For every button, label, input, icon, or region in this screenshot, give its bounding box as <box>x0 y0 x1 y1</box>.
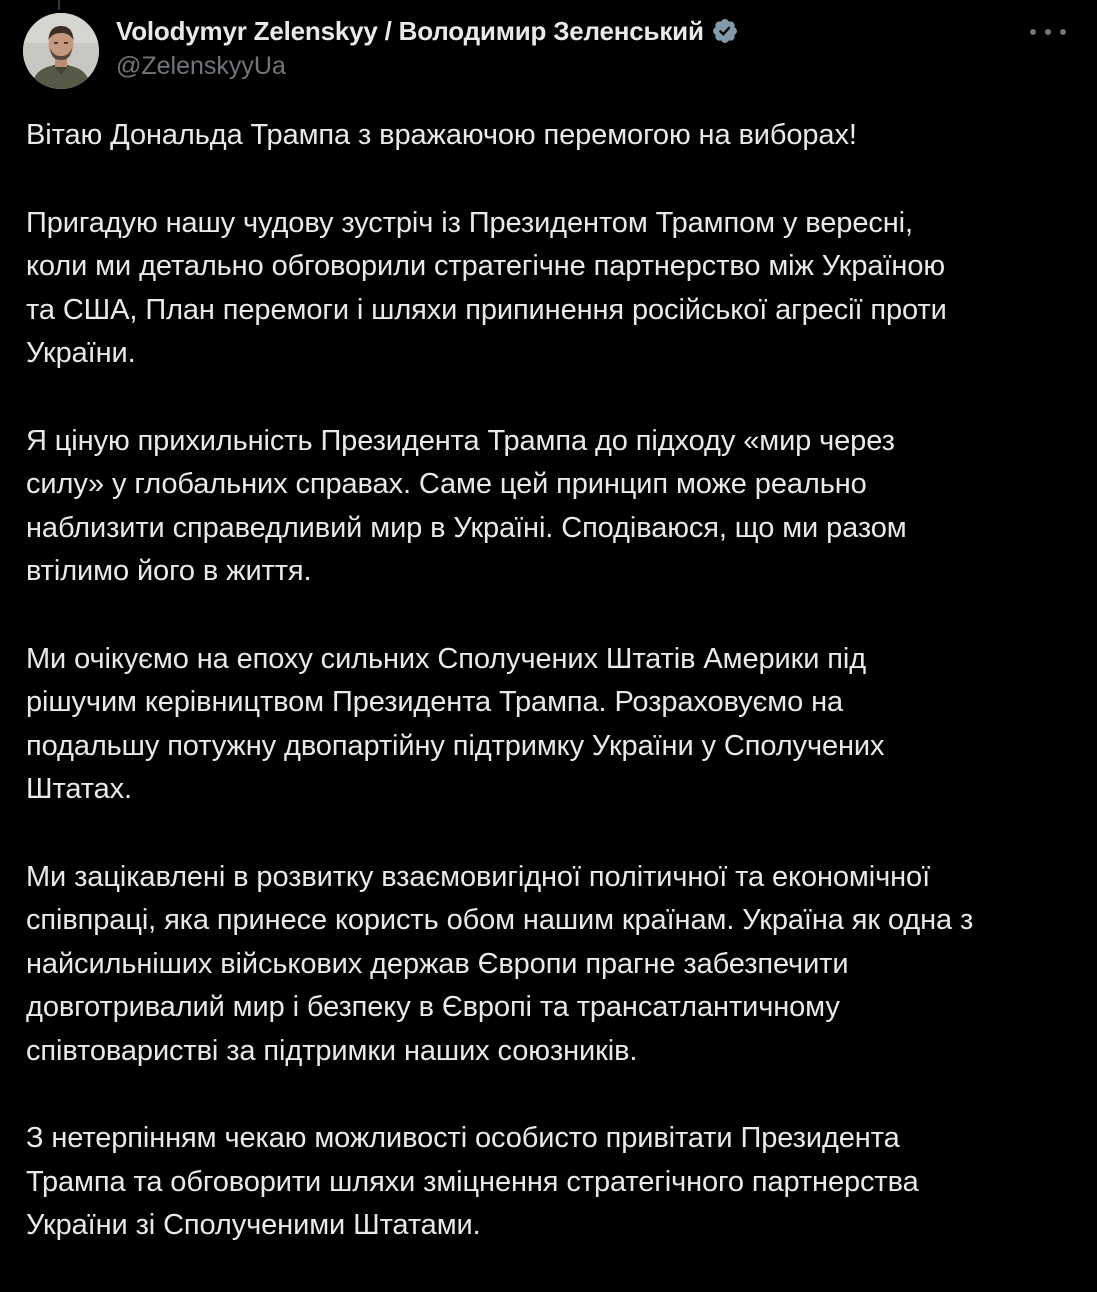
author-handle[interactable]: @ZelenskyyUa <box>116 52 286 80</box>
avatar[interactable] <box>23 13 99 89</box>
more-horizontal-icon[interactable] <box>1030 22 1066 42</box>
post-paragraph: Я ціную прихильність Президента Трампа до підходу «мир через силу» у глобальних справах. Саме цей принцип може реально наблизити справедливий мир в Україні. Сподіваюся, що ми разом втілимо його в життя. <box>26 424 907 587</box>
more-dot <box>1030 29 1036 35</box>
verified-badge-icon <box>711 17 739 45</box>
post-paragraph: Ми зацікавлені в розвитку взаємовигідної політичної та економічної співпраці, яка принесе користь обом нашим країнам. Україна як одна з найсильніших військових держав Європи прагне забезпечити довготривалий мир і безпеку в Європі та трансатлантичному співтоваристві за підтримки наших союзників. <box>26 860 974 1067</box>
post-header <box>0 0 1097 100</box>
author-name-row[interactable] <box>116 14 739 48</box>
author-display-name[interactable]: Volodymyr Zelenskyy / Володимир Зеленський <box>116 15 704 46</box>
post-body <box>26 114 1076 1292</box>
post-paragraph: Пригадую нашу чудову зустріч із Президентом Трампом у вересні, коли ми детально обговорили стратегічне партнерство між Україною та США, План перемоги і шляхи припинення російської агресії проти України. <box>26 206 947 369</box>
post-paragraph: З нетерпінням чекаю можливості особисто привітати Президента Трампа та обговорити шляхи зміцнення стратегічного партнерства України зі Сполученими Штатами. <box>26 1122 919 1241</box>
more-dot <box>1045 29 1051 35</box>
post-paragraph: Ми очікуємо на епоху сильних Сполучених Штатів Америки під рішучим керівництвом Президента Трампа. Розраховуємо на подальшу потужну двопартійну підтримку України у Сполучених Штатах. <box>26 642 885 805</box>
post-paragraph: Вітаю Дональда Трампа з вражаючою перемогою на виборах! <box>26 119 857 151</box>
more-dot <box>1060 29 1066 35</box>
avatar-image <box>23 13 99 89</box>
